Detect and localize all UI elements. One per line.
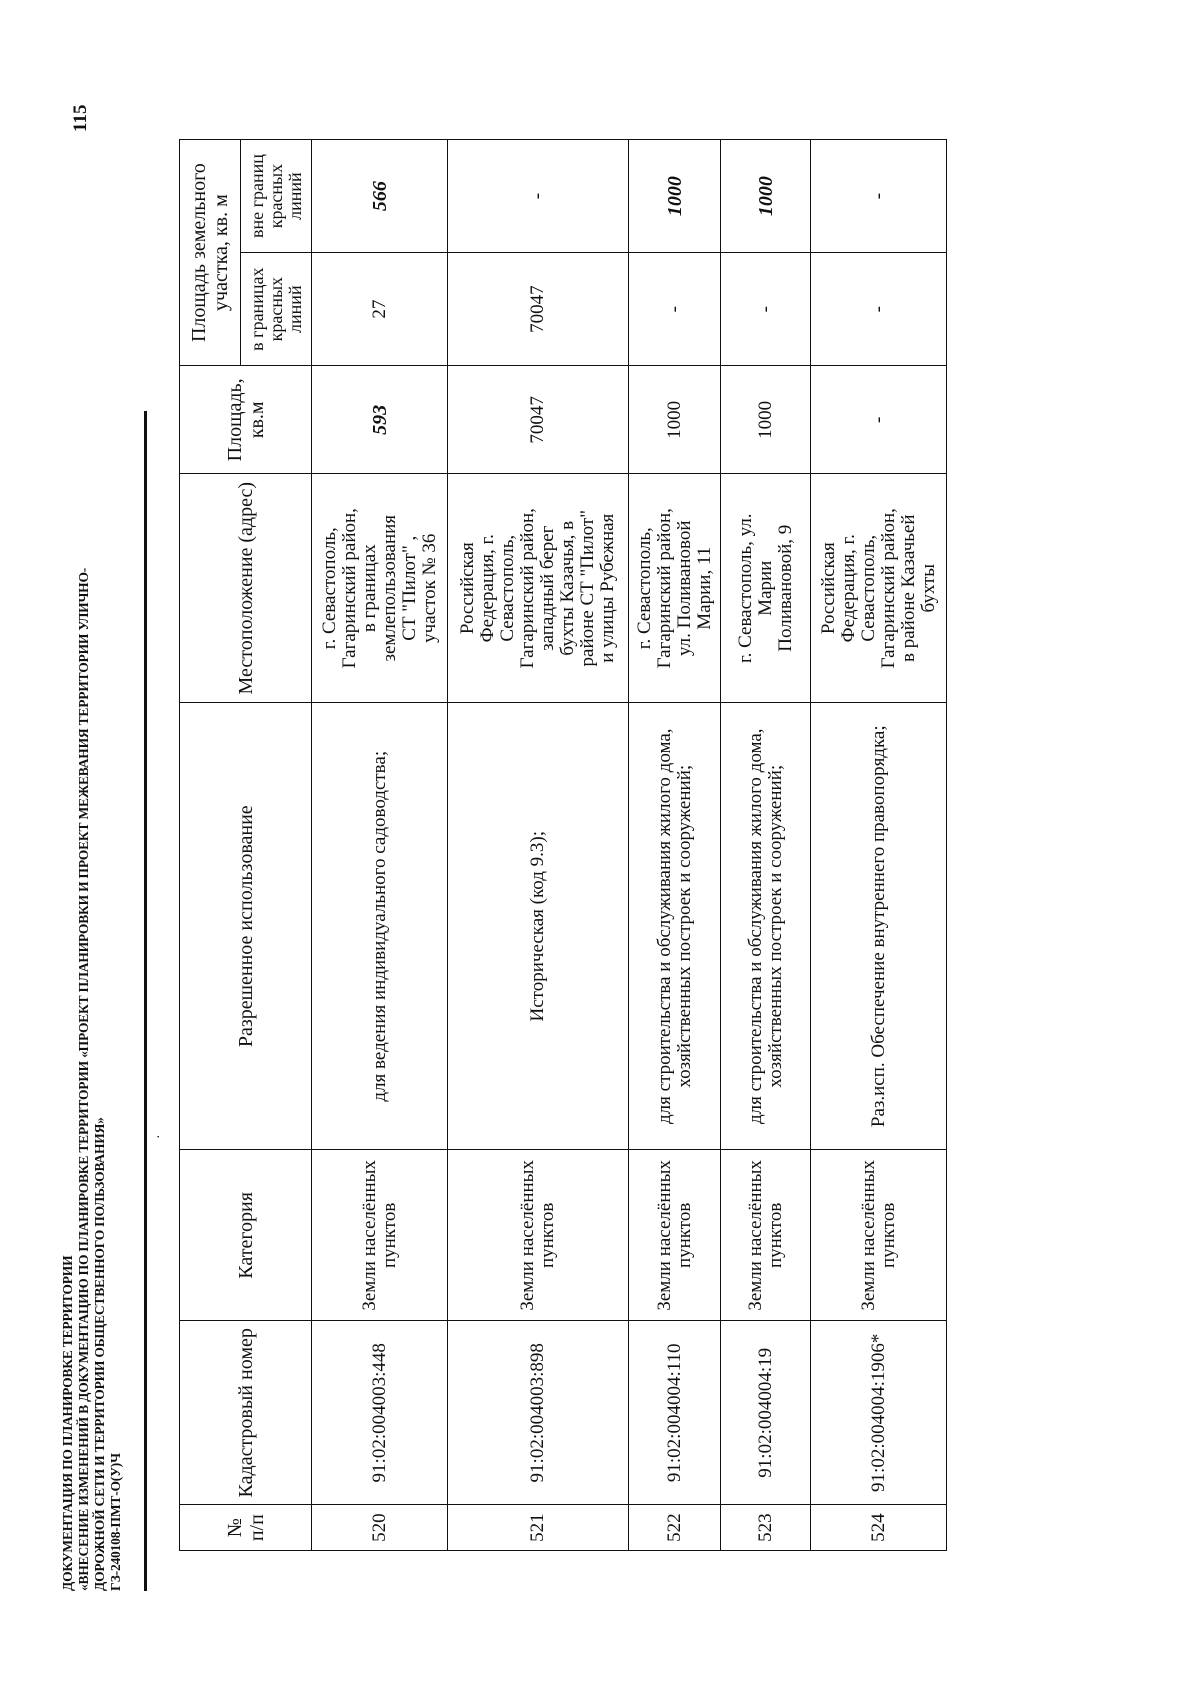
header-usage: Разрешенное использование <box>180 703 312 1150</box>
cell-within: - <box>811 253 947 366</box>
cell-area: 593 <box>312 366 448 474</box>
cell-outside: 1000 <box>721 140 811 253</box>
stray-mark: · <box>152 1134 167 1139</box>
header-line: ДОКУМЕНТАЦИЯ ПО ПЛАНИРОВКЕ ТЕРРИТОРИИ <box>60 1255 75 1591</box>
header-line: ДОРОЖНОЙ СЕТИ И ТЕРРИТОРИИ ОБЩЕСТВЕННОГО ПОЛЬЗОВАНИЯ» <box>92 1117 107 1591</box>
location-line: Гагаринский район, <box>338 508 360 669</box>
location-line: ул. Поливановой <box>673 520 695 657</box>
location-line: г. Севастополь, <box>318 527 340 650</box>
table-row <box>448 140 629 1551</box>
cell-within: 27 <box>312 253 448 366</box>
cell-usage: для ведения индивидуального садоводства; <box>312 703 448 1150</box>
header-plot-area-group: Площадь земельного участка, кв. м <box>180 140 241 366</box>
location-line: Федерация, г. <box>477 534 498 643</box>
table-row <box>629 140 721 1551</box>
cell-category: Земли населённых пунктов <box>629 1150 721 1321</box>
cell-category: Земли населённых пунктов <box>448 1150 629 1321</box>
cell-num: 522 <box>629 1505 721 1551</box>
header-line: «ВНЕСЕНИЕ ИЗМЕНЕНИЙ В ДОКУМЕНТАЦИЮ ПО ПЛАНИРОВКЕ ТЕРРИТОРИИ «ПРОЕКТ ПЛАНИРОВКИ И ПРОЕКТ МЕЖЕВАНИЯ ТЕРРИТОРИИ УЛИЧНО- <box>76 567 91 1591</box>
location-line: Гагаринский район, <box>517 508 538 669</box>
cell-num: 523 <box>721 1505 811 1551</box>
cell-num: 520 <box>312 1505 448 1551</box>
header-num: № п/п <box>180 1505 312 1551</box>
cell-num: 524 <box>811 1505 947 1551</box>
location-line: землепользования <box>378 514 400 662</box>
cell-area: 1000 <box>629 366 721 474</box>
document-header <box>60 567 124 1591</box>
cell-usage: для строительства и обслуживания жилого дома, хозяйственных построек и сооружений; <box>721 703 811 1150</box>
location-line: г. Севастополь, ул. <box>734 513 756 664</box>
location-line: западный берег <box>537 525 558 651</box>
location-line: Севастополь, <box>497 534 518 642</box>
cell-cadastral: 91:02:004003:448 <box>312 1321 448 1505</box>
cell-location <box>448 474 629 703</box>
cell-within: - <box>721 253 811 366</box>
cell-cadastral: 91:02:004004:19 <box>721 1321 811 1505</box>
location-line: бухты <box>917 563 939 613</box>
header-outside-red-lines: вне границ красных линий <box>241 140 312 253</box>
cell-cadastral: 91:02:004004:110 <box>629 1321 721 1505</box>
cell-outside: 1000 <box>629 140 721 253</box>
location-line: Севастополь, <box>857 534 879 642</box>
cell-usage: для строительства и обслуживания жилого дома, хозяйственных построек и сооружений; <box>629 703 721 1150</box>
location-line: г. Севастополь, <box>633 527 655 650</box>
cell-within: - <box>629 253 721 366</box>
cell-outside: - <box>811 140 947 253</box>
cell-location <box>312 474 448 703</box>
header-category: Категория <box>180 1150 312 1321</box>
cell-outside: - <box>448 140 629 253</box>
location-line: Марии <box>754 560 776 616</box>
cell-area: - <box>811 366 947 474</box>
location-line: участок № 36 <box>418 533 440 643</box>
page-number: 115 <box>70 104 91 132</box>
location-line: Федерация, г. <box>837 534 859 643</box>
location-line: Российская <box>457 542 478 635</box>
cell-num: 521 <box>448 1505 629 1551</box>
cell-outside: 566 <box>312 140 448 253</box>
header-cadastral: Кадастровый номер <box>180 1321 312 1505</box>
table-row <box>811 140 947 1551</box>
location-line: в районе Казачьей <box>897 514 919 662</box>
header-rule <box>144 411 147 1591</box>
cell-cadastral: 91:02:004003:898 <box>448 1321 629 1505</box>
header-area: Площадь, кв.м <box>180 366 312 474</box>
header-within-red-lines: в границах красных линий <box>241 253 312 366</box>
location-line: Марии, 11 <box>693 546 715 630</box>
header-location: Местоположение (адрес) <box>180 474 312 703</box>
header-line: ГЗ-240108-ПМТ-О(У)Ч <box>108 1453 123 1591</box>
cell-cadastral: 91:02:004004:1906* <box>811 1321 947 1505</box>
cell-area: 1000 <box>721 366 811 474</box>
table-row <box>312 140 448 1551</box>
cell-category: Земли населённых пунктов <box>721 1150 811 1321</box>
location-line: Гагаринский район, <box>653 508 675 669</box>
cell-location <box>721 474 811 703</box>
cell-location <box>629 474 721 703</box>
cell-category: Земли населённых пунктов <box>312 1150 448 1321</box>
location-line: Российская <box>817 542 839 635</box>
land-plots-table <box>179 139 947 1551</box>
cell-within: 70047 <box>448 253 629 366</box>
cell-area: 70047 <box>448 366 629 474</box>
location-line: Гагаринский район, <box>877 508 899 669</box>
cell-location <box>811 474 947 703</box>
location-line: в границах <box>358 544 380 633</box>
location-line: СТ "Пилот" , <box>398 535 420 641</box>
cell-usage: Историческая (код 9.3); <box>448 703 629 1150</box>
location-line: и улицы Рубежная <box>597 513 618 663</box>
location-line: Поливановой, 9 <box>774 524 796 652</box>
location-line: бухты Казачья, в <box>557 520 578 656</box>
table-row <box>721 140 811 1551</box>
cell-category: Земли населённых пунктов <box>811 1150 947 1321</box>
location-line: районе СТ "Пилот" <box>577 510 598 667</box>
cell-usage: Раз.исп. Обеспечение внутреннего правопорядка; <box>811 703 947 1150</box>
